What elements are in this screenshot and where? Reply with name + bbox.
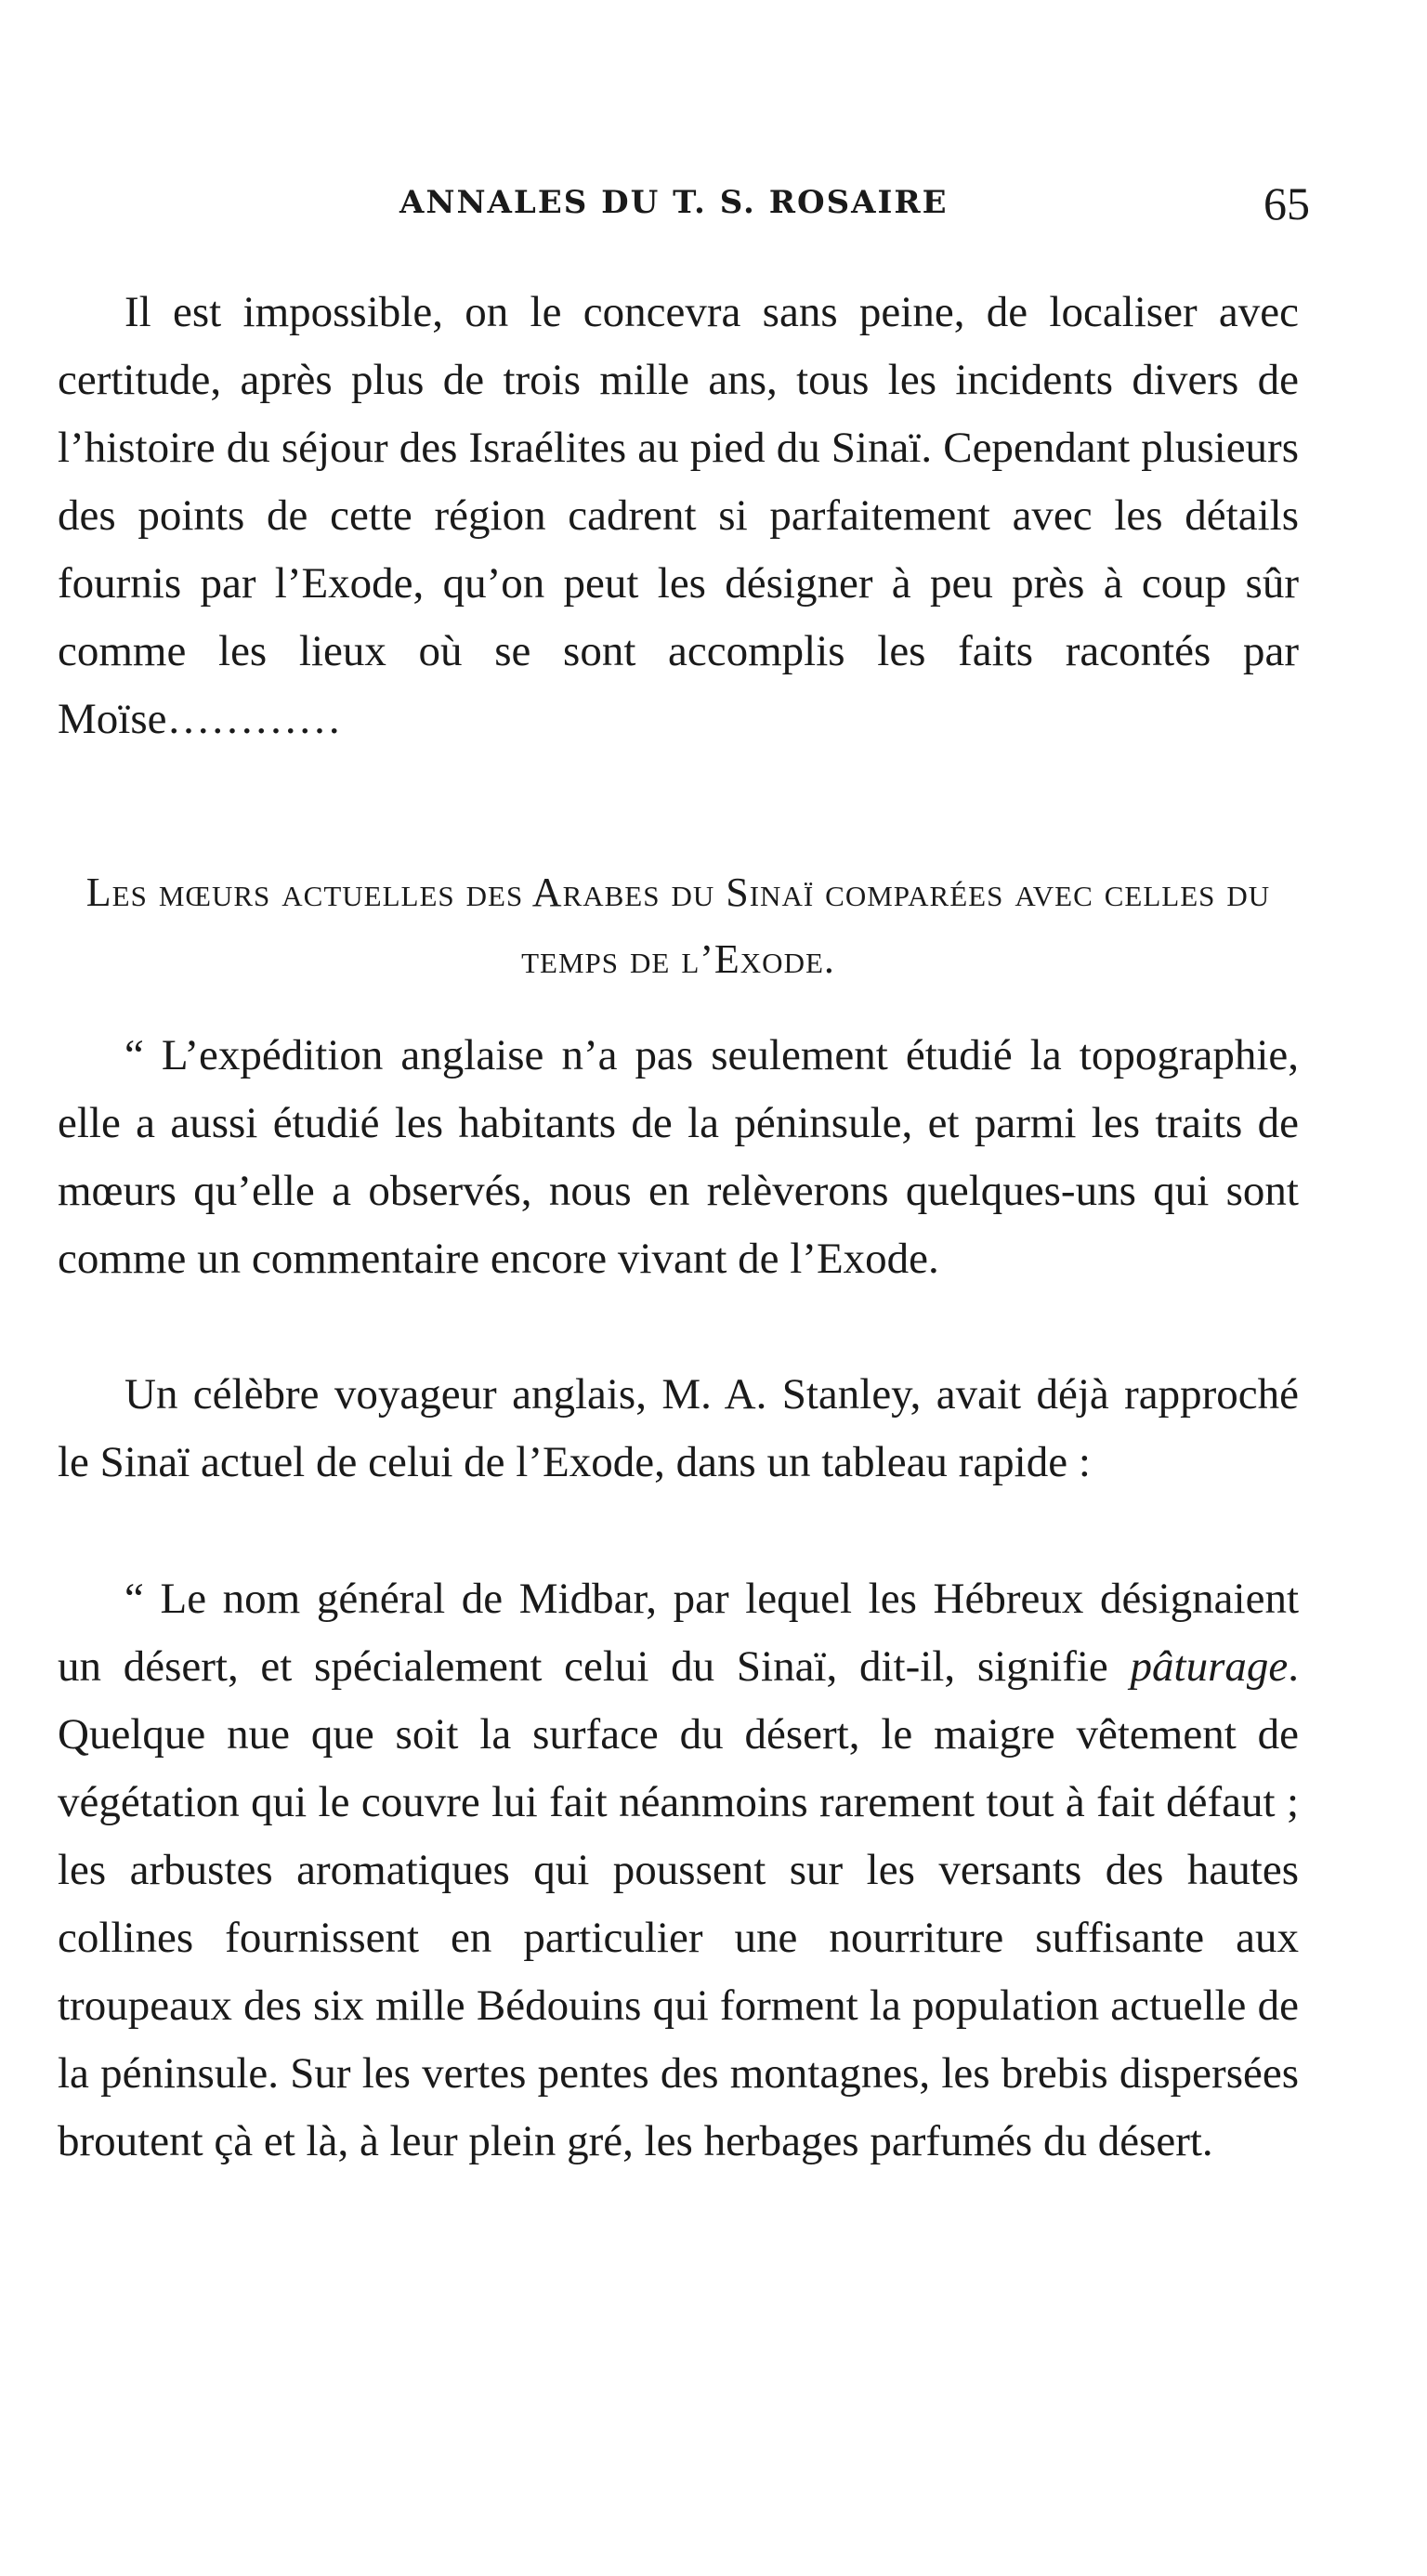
page-number: 65 [1263,177,1310,229]
paragraph-1: Il est impossible, on le concevra sans peine, de localiser avec certitude, après plus de trois mille ans, tous les incidents divers de l’histoire du séjour des Israélites au pied du Sinaï. Cependant plusieurs des points de cette région cadrent si parfaitement avec les détails fournis par l’Exode, qu’on peut les désigner à peu près à coup sûr comme les lieux où se sont accomplis les faits racontés par Moïse………… [58,288,1299,743]
running-header [74,177,1310,232]
section-heading: Les mœurs actuelles des Arabes du Sinaï comparées avec celles du temps de l’Exode. [85,870,1271,982]
paragraph-4-text-start: “ Le nom général de Midbar, par lequel les Hébreux désignaient un désert, et spécialement celui du Sinaï, dit-il, signifie [58,1575,1299,1691]
paragraph-4-text-end: . Quelque nue que soit la surface du désert, le maigre vêtement de végétation qui le couvre lui fait néanmoins rarement tout à fait défaut ; les arbustes aromatiques qui poussent sur les versants des hautes collines fournissent en particulier une nourriture suffisante aux troupeaux des six mille Bédouins qui forment la population actuelle de la péninsule. Sur les vertes pentes des montagnes, les brebis dispersées broutent çà et là, à leur plein gré, les herbages parfumés du désert. [58,1642,1299,2165]
paragraph-3: Un célèbre voyageur anglais, M. A. Stanley, avait déjà rapproché le Sinaï actuel de celui de l’Exode, dans un tableau rapide : [58,1370,1299,1486]
paragraph-4 [58,1565,1299,2176]
paragraph-4-italic-word: pâturage [1130,1642,1289,1691]
running-title: ANNALES DU T. S. ROSAIRE [399,184,949,221]
paragraph-2: “ L’expédition anglaise n’a pas seulement étudié la topographie, elle a aussi étudié les habitants de la péninsule, et parmi les traits de mœurs qu’elle a observés, nous en relèverons quelques-uns qui sont comme un commentaire encore vivant de l’Exode. [58,1031,1299,1283]
